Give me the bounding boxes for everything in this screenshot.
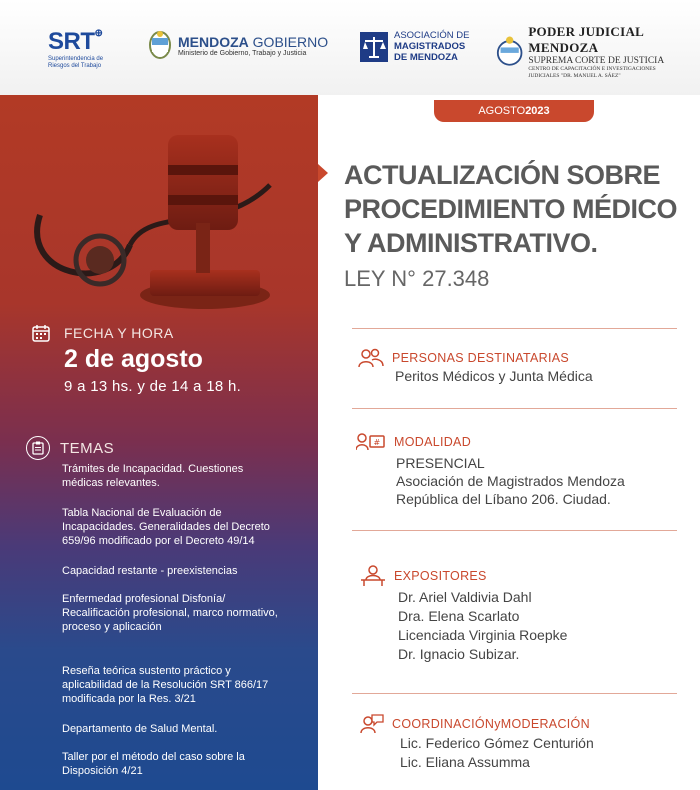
- presenter-icon: [356, 433, 386, 451]
- ley-number: LEY N° 27.348: [344, 266, 490, 291]
- divider: [352, 328, 677, 329]
- tema-item: Taller por el método del caso sobre la Disposición 4/21: [62, 751, 245, 777]
- tema-item: Tabla Nacional de Evaluación de Incapacidades. Generalidades del Decreto 659/96 modificado por el Decreto 49/14: [62, 507, 270, 547]
- clipboard-icon: [26, 436, 50, 460]
- svg-text:#: #: [373, 438, 381, 447]
- tema-item: Departamento de Salud Mental.: [62, 723, 218, 735]
- asociacion-magistrados-logo: ASOCIACIÓN DE MAGISTRADOS DE MENDOZA: [360, 30, 470, 63]
- tema-item: Trámites de Incapacidad. Cuestiones médicas relevantes.: [62, 463, 244, 489]
- left-panel: [0, 95, 318, 790]
- destinatarias-value: Peritos Médicos y Junta Médica: [395, 368, 593, 384]
- srt-logo: SRT⊕ Superintendencia de Riesgos del Trabajo: [48, 28, 104, 69]
- coordinador-name: Lic. Federico Gómez Centurión: [400, 735, 594, 751]
- event-date: 2 de agosto: [64, 345, 203, 373]
- month-tag: AGOSTO 2023: [434, 100, 594, 122]
- modalidad-address: República del Líbano 206. Ciudad.: [396, 491, 611, 507]
- calendar-icon: [32, 324, 50, 342]
- expositor-name: Dra. Elena Scarlato: [398, 608, 520, 624]
- people-icon: [358, 348, 384, 368]
- destinatarias-heading: PERSONAS DESTINATARIAS: [358, 348, 569, 368]
- event-time: 9 a 13 hs. y de 14 a 18 h.: [64, 378, 242, 395]
- expositores-heading: EXPOSITORES: [360, 565, 487, 587]
- tema-item: Reseña teórica sustento práctico y aplicabilidad de la Resolución SRT 866/17 modificada por la Res. 3/21: [62, 665, 269, 705]
- header-bar: [0, 0, 700, 95]
- mendoza-shield-icon: [148, 30, 172, 60]
- tema-item: Capacidad restante - preexistencias: [62, 565, 238, 577]
- page-title: ACTUALIZACIÓN SOBRE PROCEDIMIENTO MÉDICO Y ADMINISTRATIVO.: [344, 160, 678, 258]
- mendoza-gobierno-logo: MENDOZA GOBIERNO Ministerio de Gobierno, Trabajo y Justicia: [148, 30, 328, 60]
- temas-heading: [26, 436, 114, 460]
- coordinador-name: Lic. Eliana Assumma: [400, 754, 530, 770]
- expositor-name: Dr. Ariel Valdivia Dahl: [398, 589, 532, 605]
- accent-arrow: [318, 164, 328, 182]
- expositor-name: Licenciada Virginia Roepke: [398, 627, 568, 643]
- tema-item: Enfermedad profesional Disfonía/ Recalificación profesional, marco normativo, proceso y aplicación: [62, 593, 278, 633]
- expositor-name: Dr. Ignacio Subizar.: [398, 646, 520, 662]
- modalidad-place: Asociación de Magistrados Mendoza: [396, 473, 625, 489]
- poder-judicial-logo: PODER JUDICIAL MENDOZA SUPREMA CORTE DE JUSTICIA CENTRO DE CAPACITACIÓN E INVESTIGACIONES JUDICIALES "DR. MANUEL A. SÁEZ": [496, 24, 700, 80]
- modalidad-heading: # MODALIDAD: [356, 433, 471, 451]
- fecha-label: FECHA Y HORA: [64, 325, 174, 341]
- divider: [352, 693, 677, 694]
- gavel-stethoscope-image: [0, 95, 318, 315]
- divider: [352, 408, 677, 409]
- speaker-desk-icon: [360, 565, 386, 587]
- scales-icon: [360, 32, 388, 62]
- chat-person-icon: [358, 713, 384, 735]
- judicial-shield-icon: [496, 33, 523, 71]
- coordinacion-heading: COORDINACIÓN y MODERACIÓN: [358, 713, 590, 735]
- divider: [352, 530, 677, 531]
- modalidad-type: PRESENCIAL: [396, 455, 485, 471]
- fecha-heading: [32, 324, 174, 342]
- temas-label: TEMAS: [60, 439, 115, 457]
